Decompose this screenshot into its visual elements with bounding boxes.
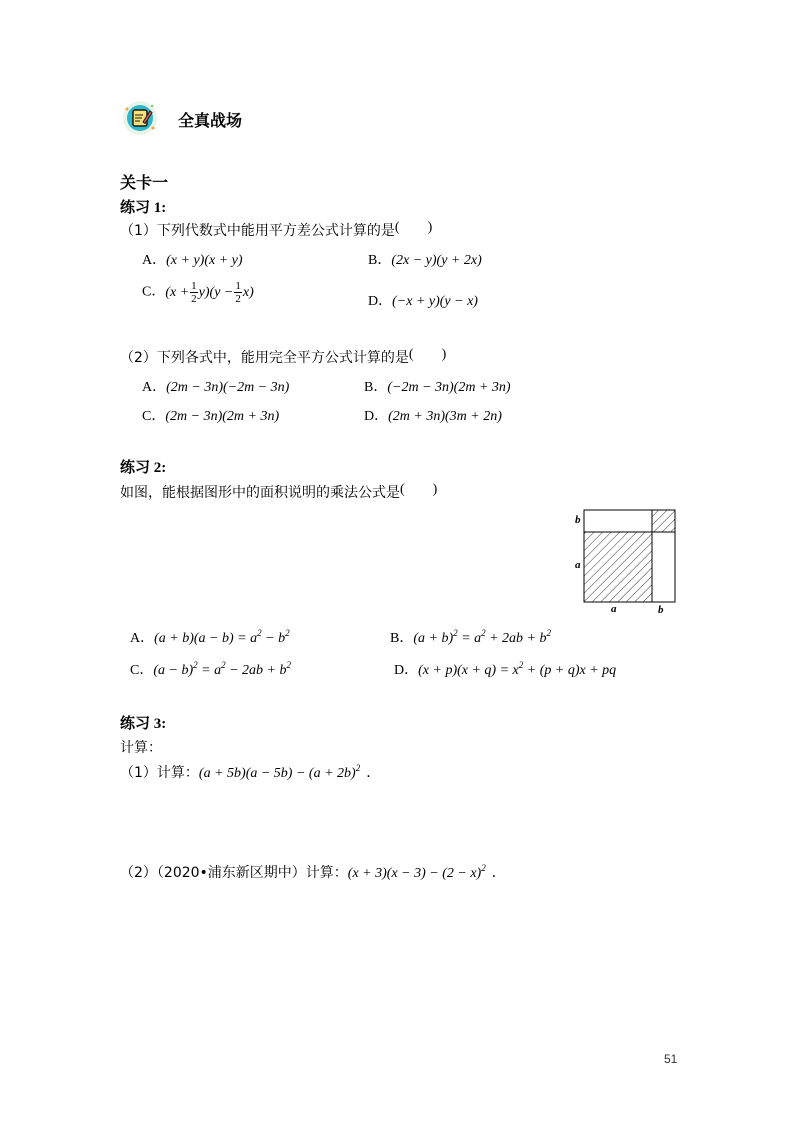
answer-blank: ( )	[408, 347, 447, 362]
notepad-pencil-icon	[122, 100, 158, 136]
ex2-option-b: B．$(a + b)^2 = a^2 + 2ab + b^2$	[390, 628, 551, 646]
ex2-option-c: C．$(a - b)^2 = a^2 - 2ab + b^2$	[130, 660, 291, 678]
area-figure	[570, 505, 690, 620]
ex1-q2-stem: （2）下列各式中，能用完全平方公式计算的是( )	[120, 347, 447, 366]
exercise-1-title: 练习 1:	[120, 200, 167, 216]
ex1-q2-option-a: A．(2m − 3n)(−2m − 3n)	[142, 380, 290, 395]
ex2-stem: 如图，能根据图形中的面积说明的乘法公式是( )	[120, 482, 438, 501]
ex1-q1-option-c: C．(x + $\frac{1}{2}$ y)(y − $\frac{1}{2}$ x)	[142, 280, 254, 305]
section-title: 全真战场	[178, 111, 243, 130]
ex1-q2-option-d: D．(2m + 3n)(3m + 2n)	[364, 409, 502, 424]
exercise-3-title: 练习 3:	[120, 716, 167, 732]
ex1-q2-option-b: B．(−2m − 3n)(2m + 3n)	[364, 380, 511, 395]
figure-label-b-bottom: b	[658, 604, 664, 616]
figure-label-b-left: b	[575, 514, 581, 526]
answer-blank: ( )	[394, 220, 433, 235]
figure-label-a-bottom: a	[611, 603, 617, 615]
ex3-q2: （2）（2020•浦东新区期中）计算：$(x + 3)(x - 3) - (2 - x)^2$ ．	[120, 863, 506, 881]
ex1-q1-option-b: B．(2x − y)(y + 2x)	[368, 253, 482, 268]
page-number: 51	[664, 1052, 678, 1066]
answer-blank: ( )	[400, 482, 438, 497]
ex2-option-a: A．$(a + b)(a - b) = a^2 - b^2$	[130, 628, 290, 646]
ex1-q1-option-d: D．(−x + y)(y − x)	[368, 294, 478, 309]
ex1-q1-option-a: A．(x + y)(x + y)	[142, 253, 243, 268]
ex1-q1-stem: （1）下列代数式中能用平方差公式计算的是( )	[120, 220, 433, 239]
level-title: 关卡一	[120, 173, 169, 192]
ex1-q2-option-c: C．(2m − 3n)(2m + 3n)	[142, 409, 280, 424]
ex3-sub: 计算：	[120, 740, 162, 756]
exercise-2-title: 练习 2:	[120, 460, 167, 476]
ex3-q1: （1）计算：$(a + 5b)(a - 5b) - (a + 2b)^2$ ．	[120, 763, 381, 781]
figure-label-a-left: a	[575, 559, 581, 571]
ex2-option-d: D．$(x + p)(x + q) = x^2 + (p + q)x$ + pq	[394, 660, 617, 678]
